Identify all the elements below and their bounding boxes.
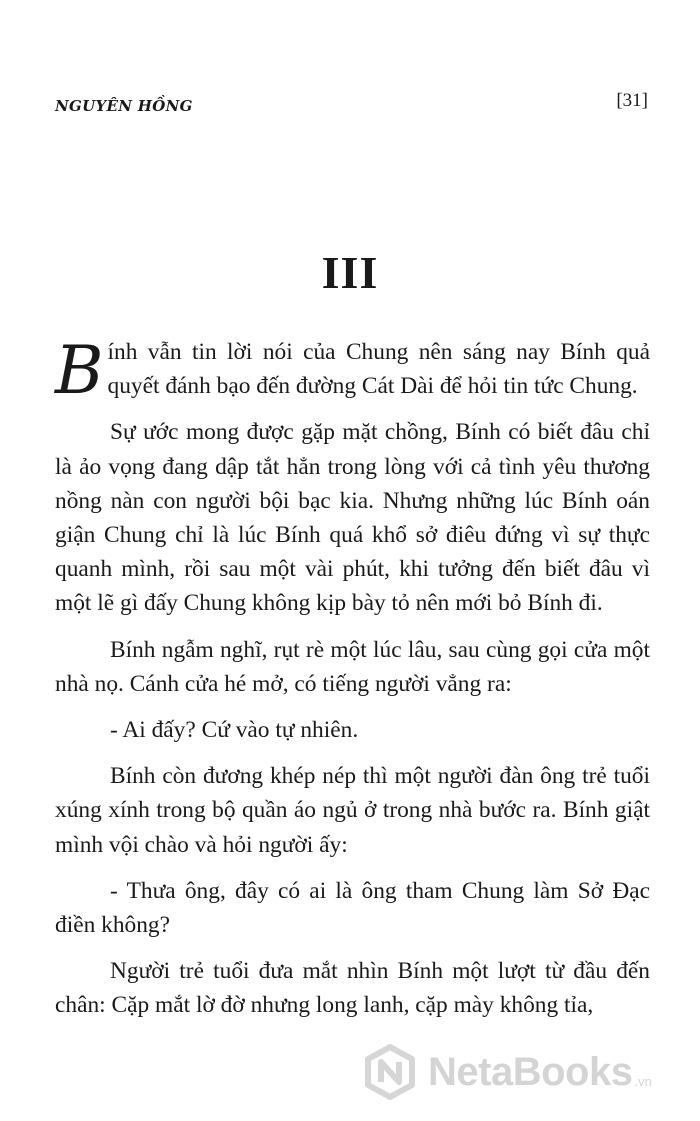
running-head-author: NGUYÊN HỒNG — [55, 97, 193, 115]
paragraph-text: ính vẫn tin lời nói của Chung nên sáng nay Bính quả quyết đánh bạo đến đường Cát Dài để hỏi tin tức Chung. — [107, 339, 650, 400]
chapter-title: III — [321, 247, 379, 298]
paragraph: Người trẻ tuổi đưa mắt nhìn Bính một lượt từ đầu đến chân: Cặp mắt lờ đờ nhưng long lanh, cặp mày không tỉa, — [55, 958, 650, 1019]
page-number: [31] — [616, 90, 648, 111]
drop-cap: B — [55, 332, 104, 409]
paragraph: Bính ngẫm nghĩ, rụt rè một lúc lâu, sau cùng gọi cửa một nhà nọ. Cánh cửa hé mở, có tiếng người vẳng ra: — [55, 636, 650, 697]
netabooks-logo-icon — [362, 1044, 418, 1100]
paragraph: - Thưa ông, đây có ai là ông tham Chung làm Sở Đạc điền không? — [55, 877, 650, 939]
watermark-suffix: .vn — [634, 1073, 652, 1089]
watermark-brand: NetaBooks — [428, 1049, 633, 1094]
paragraph: - Ai đấy? Cứ vào tự nhiên. — [110, 717, 359, 744]
watermark — [362, 1043, 652, 1101]
paragraph — [55, 332, 650, 409]
paragraph: Bính còn đương khép nép thì một người đàn ông trẻ tuổi xúng xính trong bộ quần áo ngủ ở trong nhà bước ra. Bính giật mình vội chào và hỏi người ấy: — [55, 763, 650, 858]
paragraph: Sự ước mong được gặp mặt chồng, Bính có biết đâu chỉ là ảo vọng đang dập tắt hẳn trong lòng với cả tình yêu thương nồng nàn con người bội bạc kia. Nhưng những lúc Bính oán giận Chung chỉ là lúc Bính quá khổ sở điêu đứng vì sự thực quanh mình, rồi sau một vài phút, khi tưởng đến biết đâu vì một lẽ gì đấy Chung không kịp bày tỏ nên mới bỏ Bính đi. — [55, 419, 650, 617]
body-text — [55, 332, 650, 1035]
